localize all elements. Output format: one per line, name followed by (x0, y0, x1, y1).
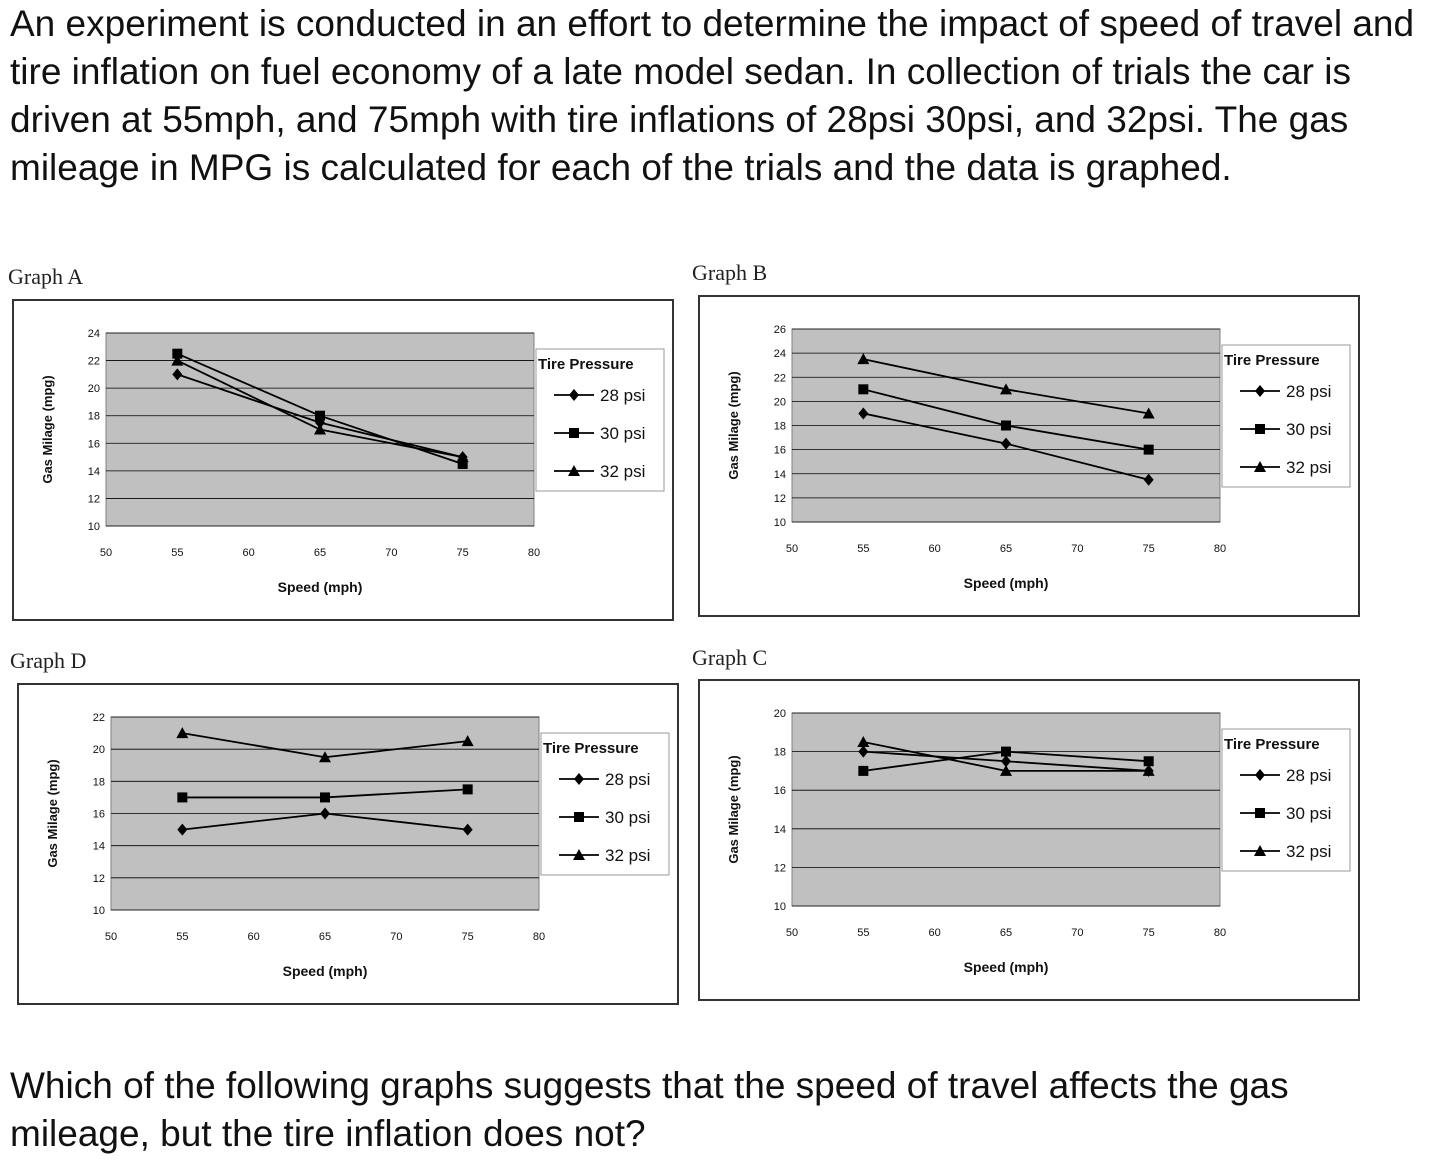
graph-d-label: Graph D (10, 648, 87, 673)
graph-d-x-tick-label: 65 (318, 931, 332, 943)
graph-a-y-tick-label: 14 (87, 465, 100, 478)
graph-a-y-tick-label: 18 (87, 410, 100, 423)
graph-a-y-tick-label: 20 (87, 383, 100, 396)
graph-c-y-tick-label: 14 (773, 823, 786, 836)
graph-b-y-tick-label: 10 (773, 517, 786, 529)
graph-a-y-tick-label: 22 (87, 355, 100, 368)
graph-a-x-tick-label: 70 (385, 547, 398, 559)
graph-c-chart (700, 681, 1358, 999)
graph-c-data-point (1144, 756, 1154, 766)
graph-b-x-tick-label: 50 (785, 543, 799, 555)
graph-b-x-tick-label: 75 (1142, 543, 1155, 555)
graph-a-y-tick-label: 12 (87, 493, 100, 506)
graph-b-x-tick-label: 80 (1213, 543, 1227, 555)
graph-c-legend-entry: 28 psi (1286, 766, 1332, 785)
graph-d-data-point (463, 784, 473, 794)
graph-b-legend-entry: 30 psi (1286, 420, 1332, 439)
graph-a-chart (14, 301, 672, 619)
graph-a-legend-entry: 32 psi (600, 462, 646, 481)
graph-d-frame (17, 683, 679, 1005)
graph-a-x-tick-label: 80 (527, 547, 541, 559)
graph-d-x-tick-label: 50 (104, 931, 118, 943)
graph-c-legend-entry: 32 psi (1286, 842, 1332, 861)
graph-a-label: Graph A (8, 264, 84, 289)
graph-b-chart (700, 297, 1358, 615)
graph-c-x-tick-label: 60 (928, 927, 941, 939)
graph-c-plot-area (792, 713, 1220, 906)
graph-d-x-tick-label: 75 (461, 931, 474, 943)
graph-d-legend-entry: 32 psi (605, 846, 651, 865)
graph-b-y-tick-label: 22 (773, 372, 786, 385)
graph-b-y-tick-label: 20 (773, 396, 786, 409)
graph-a-legend-entry: 28 psi (600, 386, 646, 405)
graph-a-x-tick-label: 75 (456, 547, 469, 559)
question-text: Which of the following graphs suggests that the speed of travel affects the gas mileage, but the tire inflation does not? (10, 1065, 1289, 1154)
graph-b-y-tick-label: 18 (773, 420, 786, 433)
graph-a-legend-entry: 30 psi (600, 424, 646, 443)
graph-a-y-tick-label: 16 (87, 438, 100, 451)
graph-b-legend-title: Tire Pressure (1224, 352, 1320, 369)
graph-a-x-tick-label: 55 (171, 547, 184, 559)
graph-d-legend-entry: 30 psi (605, 808, 651, 827)
graph-d-y-tick-label: 14 (92, 840, 105, 853)
graph-d-x-tick-label: 80 (532, 931, 546, 943)
graph-b-y-tick-label: 16 (773, 444, 786, 457)
graph-a-x-axis-label: Speed (mph) (277, 579, 363, 595)
graph-d-x-tick-label: 55 (176, 931, 189, 943)
graph-d-data-point (320, 792, 330, 802)
graph-b-x-tick-label: 55 (857, 543, 870, 555)
graph-a-x-tick-label: 60 (242, 547, 255, 559)
problem-statement: An experiment is conducted in an effort to determine the impact of speed of travel and tire inflation on fuel economy of a late model sedan. In collection of trials the car is driven at 55mph, and 75mph with tire inflations of 28psi 30psi, and 32psi. The gas mileage in MPG is calculated for each of the trials and the data is graphed. (10, 3, 1415, 188)
graph-a-frame (12, 299, 674, 621)
graph-a-y-tick-label: 10 (87, 521, 100, 533)
graph-a-legend-title: Tire Pressure (538, 356, 634, 373)
graph-d-y-tick-label: 22 (92, 712, 105, 724)
graph-b-y-tick-label: 26 (773, 324, 786, 336)
graph-d-legend-marker (574, 812, 584, 822)
graph-b-label: Graph B (692, 260, 768, 285)
graph-c-y-tick-label: 12 (773, 862, 786, 875)
graph-d-chart (19, 685, 677, 1003)
graph-b-data-point (1001, 421, 1011, 431)
graph-d-x-axis-label: Speed (mph) (282, 963, 368, 979)
graph-b-legend-entry: 28 psi (1286, 382, 1332, 401)
graph-c-x-tick-label: 80 (1213, 927, 1227, 939)
graph-c-data-point (858, 766, 868, 776)
graph-a-x-tick-label: 50 (99, 547, 113, 559)
graph-b-legend-entry: 32 psi (1286, 458, 1332, 477)
graph-b-y-tick-label: 12 (773, 492, 786, 505)
graph-d-y-axis-label: Gas Milage (mpg) (45, 759, 60, 868)
graph-d-x-tick-label: 60 (247, 931, 260, 943)
graph-b-y-tick-label: 24 (773, 348, 786, 361)
graph-c-y-axis-label: Gas Milage (mpg) (726, 755, 741, 864)
graph-a-legend-marker (569, 428, 579, 438)
graph-d-y-tick-label: 10 (92, 905, 105, 917)
graph-b-y-axis-label: Gas Milage (mpg) (726, 371, 741, 480)
graph-b-legend-marker (1255, 424, 1265, 434)
graph-a-y-tick-label: 24 (87, 328, 100, 340)
graph-c-x-tick-label: 65 (999, 927, 1013, 939)
graph-d-y-tick-label: 16 (92, 808, 105, 821)
graph-c-x-tick-label: 70 (1071, 927, 1084, 939)
graph-c-x-tick-label: 55 (857, 927, 870, 939)
graph-d-legend-entry: 28 psi (605, 770, 651, 789)
graph-d-x-tick-label: 70 (390, 931, 403, 943)
graph-d-y-tick-label: 12 (92, 872, 105, 885)
graph-a-x-tick-label: 65 (313, 547, 327, 559)
graph-a-y-axis-label: Gas Milage (mpg) (40, 375, 55, 484)
graph-b-y-tick-label: 14 (773, 468, 786, 481)
graph-d-data-point (177, 792, 187, 802)
graph-d-y-tick-label: 20 (92, 744, 105, 757)
graph-c-x-tick-label: 75 (1142, 927, 1155, 939)
graph-b-data-point (858, 384, 868, 394)
graph-b-frame (698, 295, 1360, 617)
graph-a-data-point (315, 411, 325, 421)
graph-b-x-tick-label: 65 (999, 543, 1013, 555)
graph-c-data-point (1001, 747, 1011, 757)
graph-c-legend-entry: 30 psi (1286, 804, 1332, 823)
graph-c-legend-marker (1255, 808, 1265, 818)
graph-c-y-tick-label: 20 (773, 708, 786, 720)
graph-c-label: Graph C (692, 645, 768, 670)
graph-b-data-point (1144, 445, 1154, 455)
graph-c-y-tick-label: 18 (773, 746, 786, 759)
graph-c-x-tick-label: 50 (785, 927, 799, 939)
graph-c-x-axis-label: Speed (mph) (963, 959, 1049, 975)
graph-d-legend-title: Tire Pressure (543, 740, 639, 757)
graph-b-x-tick-label: 70 (1071, 543, 1084, 555)
graph-c-y-tick-label: 10 (773, 901, 786, 913)
graph-b-x-axis-label: Speed (mph) (963, 575, 1049, 591)
graph-c-legend-title: Tire Pressure (1224, 736, 1320, 753)
graph-d-y-tick-label: 18 (92, 776, 105, 789)
graph-c-y-tick-label: 16 (773, 785, 786, 798)
graph-b-x-tick-label: 60 (928, 543, 941, 555)
graph-c-frame (698, 679, 1360, 1001)
